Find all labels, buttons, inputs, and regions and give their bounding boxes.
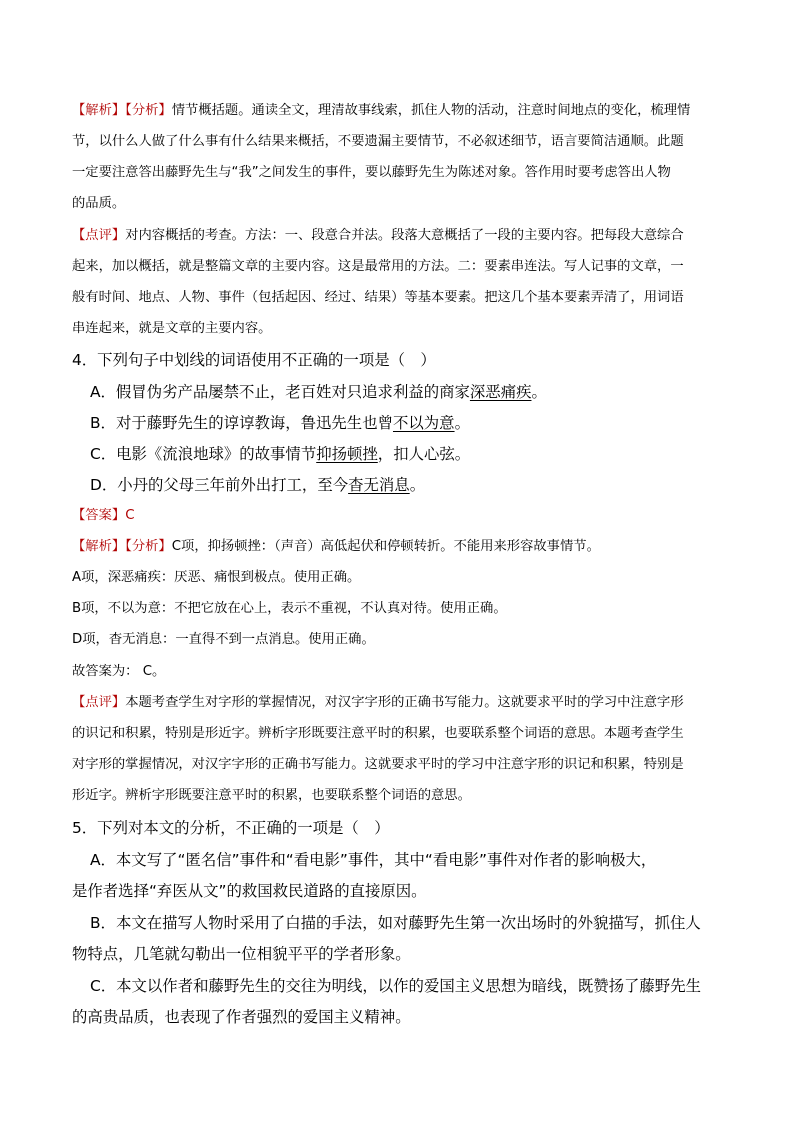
analysis-text-line: 情节概括题。通读全文，理清故事线索，抓住人物的活动，注意时间地点的变化，梳理情 [171, 103, 691, 118]
question-4-option-b: B．对于藤野先生的谆谆教诲，鲁迅先生也曾不以为意。 [90, 414, 470, 432]
comment-text-line: 串连起来，就是文章的主要内容。 [72, 321, 272, 336]
comment-tag: 【点评】 [72, 228, 126, 243]
underlined-term: 杳无消息 [348, 476, 410, 494]
comment-text-line: 起来，加以概括，就是整篇文章的主要内容。这是最常用的方法。二：要素串连法。写人记事的文章，一 [72, 259, 684, 274]
question-5-stem: 5．下列对本文的分析，不正确的一项是（ ） [72, 819, 390, 837]
question-5-option-b-line-2: 物特点，几笔就勾勒出一位相貌平平的学者形象。 [72, 945, 411, 963]
question-5-option-a-line-2: 是作者选择“弃医从文”的救国救民道路的直接原因。 [72, 882, 427, 900]
underlined-term: 深恶痛疾 [469, 383, 532, 401]
question-5-option-b-line-1: B．本文在描写人物时采用了白描的手法，如对藤野先生第一次出场时的外貌描写，抓住人 [90, 914, 701, 932]
analysis-tag: 【解析】【分析】 [72, 539, 172, 554]
comment-text-line: 般有时间、地点、人物、事件（包括起因、经过、结果）等基本要素。把这几个基本要素弄清了，用词语 [72, 290, 684, 305]
question-4-option-c: C．电影《流浪地球》的故事情节抑扬顿挫，扣人心弦。 [90, 445, 471, 463]
underlined-term: 抑扬顿挫 [316, 445, 378, 463]
comment-text-line: 形近字。辨析字形既要注意平时的积累，也要联系整个词语的意思。 [72, 788, 471, 803]
question-5-option-c-line-2: 的高贵品质，也表现了作者强烈的爱国主义精神。 [72, 1008, 411, 1026]
analysis-text-line: 一定要注意答出藤野先生与“我”之间发生的事件，要以藤野先生为陈述对象。答作用时要考虑答出人物 [72, 165, 671, 180]
comment-text-line: 的识记和积累，特别是形近字。辨析字形既要注意平时的积累，也要联系整个词语的意思。本题考查学生 [72, 726, 684, 741]
analysis-text-line: A项，深恶痛疾：厌恶、痛恨到极点。使用正确。 [72, 570, 361, 585]
analysis-text-line: 节，以什么人做了什么事有什么结果来概括，不要遗漏主要情节，不必叙述细节，语言要简洁通顺。此题 [72, 134, 684, 149]
final-answer-line: 故答案为： C。 [72, 664, 166, 679]
question-4-option-a: A．假冒伪劣产品屡禁不止，老百姓对只追求利益的商家深恶痛疾。 [90, 383, 547, 401]
analysis-text-line: 的品质。 [72, 196, 126, 211]
question-4-option-d: D．小丹的父母三年前外出打工，至今杳无消息。 [90, 476, 426, 494]
comment-text-line: 对内容概括的考查。方法：一、段意合并法。段落大意概括了一段的主要内容。把每段大意综合 [125, 228, 684, 243]
question-5-option-a-line-1: A．本文写了“匿名信”事件和“看电影”事件，其中“看电影”事件对作者的影响极大， [90, 851, 657, 869]
question-5-option-c-line-1: C．本文以作者和藤野先生的交往为明线，以作的爱国主义思想为暗线，既赞扬了藤野先生 [90, 977, 701, 995]
answer-tag: 【答案】 [72, 508, 126, 523]
underlined-term: 不以为意 [392, 414, 455, 432]
comment-tag: 【点评】 [72, 695, 126, 710]
comment-text-line: 对字形的掌握情况，对汉字字形的正确书写能力。这就要求平时的学习中注意字形的识记和积累，特别是 [72, 757, 684, 772]
analysis-text-line: B项，不以为意：不把它放在心上，表示不重视，不认真对待。使用正确。 [72, 601, 507, 616]
analysis-text-line: D项，杳无消息：一直得不到一点消息。使用正确。 [72, 632, 375, 647]
answer-value: C [125, 508, 135, 523]
analysis-text-line: C项，抑扬顿挫：（声音）高低起伏和停顿转折。不能用来形容故事情节。 [171, 539, 600, 554]
comment-text-line: 本题考查学生对字形的掌握情况，对汉字字形的正确书写能力。这就要求平时的学习中注意字形 [125, 695, 684, 710]
analysis-tag: 【解析】【分析】 [72, 103, 172, 118]
question-4-stem: 4．下列句子中划线的词语使用不正确的一项是（ ） [72, 351, 436, 369]
